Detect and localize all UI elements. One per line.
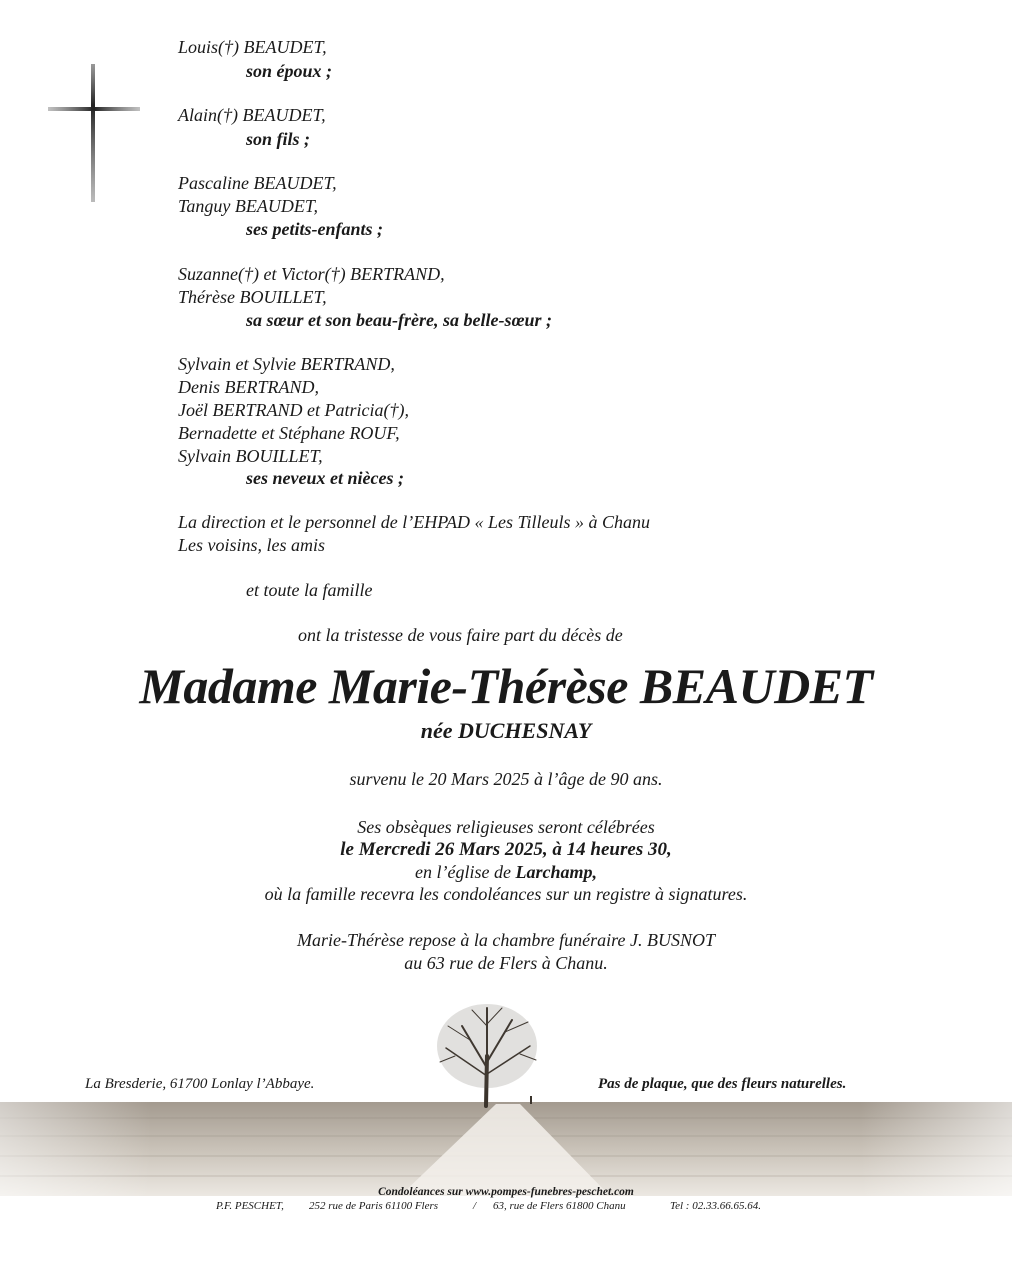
flowers-note: Pas de plaque, que des fleurs naturelles. bbox=[598, 1076, 847, 1092]
death-date: survenu le 20 Mars 2025 à l’âge de 90 ans. bbox=[349, 769, 663, 789]
family-name: Sylvain BOUILLET, bbox=[178, 446, 323, 466]
church-name: Larchamp, bbox=[515, 862, 597, 882]
family-name: Joël BERTRAND et Patricia(†), bbox=[178, 400, 409, 420]
family-relation: son époux ; bbox=[246, 61, 333, 81]
funeral-line4: où la famille recevra les condoléances sur un registre à signatures. bbox=[264, 884, 748, 904]
funeral-line1: Ses obsèques religieuses seront célébrées bbox=[357, 817, 655, 837]
family-relation: ses neveux et nièces ; bbox=[246, 468, 404, 488]
family-name: Thérèse BOUILLET, bbox=[178, 287, 327, 307]
rest-line2: au 63 rue de Flers à Chanu. bbox=[404, 953, 608, 973]
family-name: Pascaline BEAUDET, bbox=[178, 173, 337, 193]
funeral-church-line bbox=[0, 861, 1012, 883]
cross-icon bbox=[48, 64, 140, 204]
family-name: Tanguy BEAUDET, bbox=[178, 196, 319, 216]
footer-address-1: 252 rue de Paris 61100 Flers bbox=[309, 1200, 439, 1212]
family-name: Alain(†) BEAUDET, bbox=[178, 105, 326, 125]
footer-company: P.F. PESCHET, bbox=[216, 1200, 284, 1212]
rest-line1: Marie-Thérèse repose à la chambre funéraire J. BUSNOT bbox=[297, 930, 715, 950]
church-prefix: en l’église de bbox=[415, 862, 516, 882]
announcement: ont la tristesse de vous faire part du décès de bbox=[298, 625, 623, 645]
family-name: Bernadette et Stéphane ROUF, bbox=[178, 423, 400, 443]
footer-address-2: 63, rue de Flers 61800 Chanu bbox=[493, 1200, 626, 1212]
deceased-name: Madame Marie-Thérèse BEAUDET bbox=[139, 658, 873, 714]
condolences-link[interactable]: Condoléances sur www.pompes-funebres-peschet.com bbox=[378, 1186, 634, 1198]
address: La Bresderie, 61700 Lonlay l’Abbaye. bbox=[85, 1076, 315, 1092]
maiden-name: née DUCHESNAY bbox=[420, 718, 592, 743]
funeral-date: le Mercredi 26 Mars 2025, à 14 heures 30, bbox=[340, 839, 672, 860]
family-name: Suzanne(†) et Victor(†) BERTRAND, bbox=[178, 264, 445, 284]
footer-separator: / bbox=[473, 1200, 477, 1212]
family-relation: sa sœur et son beau-frère, sa belle-sœur ; bbox=[246, 310, 552, 330]
others-line: Les voisins, les amis bbox=[178, 535, 326, 555]
whole-family: et toute la famille bbox=[246, 580, 373, 600]
family-name: Sylvain et Sylvie BERTRAND, bbox=[178, 354, 395, 374]
footer-phone: Tel : 02.33.66.65.64. bbox=[670, 1200, 761, 1212]
landscape-image bbox=[0, 996, 1012, 1196]
family-relation: son fils ; bbox=[246, 129, 311, 149]
family-name: Louis(†) BEAUDET, bbox=[178, 37, 327, 57]
family-relation: ses petits-enfants ; bbox=[246, 219, 383, 239]
family-name: Denis BERTRAND, bbox=[178, 377, 319, 397]
others-line: La direction et le personnel de l’EHPAD « Les Tilleuls » à Chanu bbox=[178, 512, 650, 532]
